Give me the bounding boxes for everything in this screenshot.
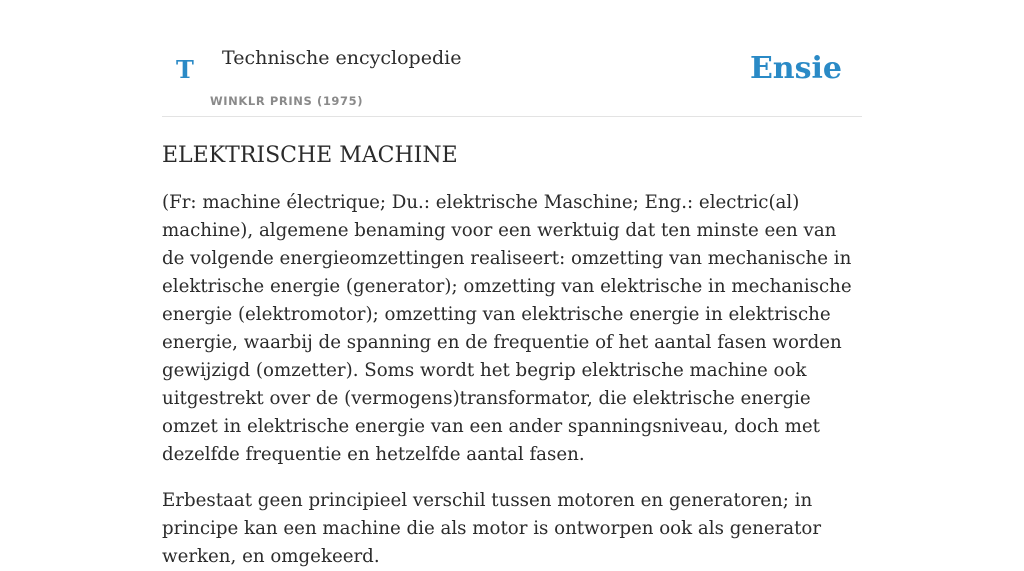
entry-paragraph: (Fr: machine électrique; Du.: elektrische Maschine; Eng.: electric(al) machine), algemene benaming voor een werktuig dat ten minste een van de volgende energieomzettingen realiseert: omzetting van mechanische in elektrische energie (generator); omzetting van elektrische in mechanische energie (elektromotor); omzetting van elektrische energie in elektrische energie, waarbij de spanning en de frequentie of het aantal fasen worden gewijzigd (omzetter). Soms wordt het begrip elektrische machine ook uitgestrekt over de (vermogens)transformator, die elektrische energie omzet in elektrische energie van een ander spanningsniveau, doch met dezelfde frequentie en hetzelfde aantal fasen. xyxy=(162,192,852,465)
header xyxy=(162,0,862,117)
entry-title: ELEKTRISCHE MACHINE xyxy=(162,143,458,168)
page-content xyxy=(162,0,862,571)
book-logo[interactable]: T xyxy=(176,55,194,84)
book-subtitle: WINKLR PRINS (1975) xyxy=(210,94,364,108)
entry-paragraph: Erbestaat geen principieel verschil tussen motoren en generatoren; in principe kan een machine die als motor is ontworpen ook als generator werken, en omgekeerd. xyxy=(162,490,822,567)
ensie-logo[interactable]: Ensie xyxy=(749,51,842,86)
book-title-link[interactable]: Technische encyclopedie xyxy=(222,47,462,69)
